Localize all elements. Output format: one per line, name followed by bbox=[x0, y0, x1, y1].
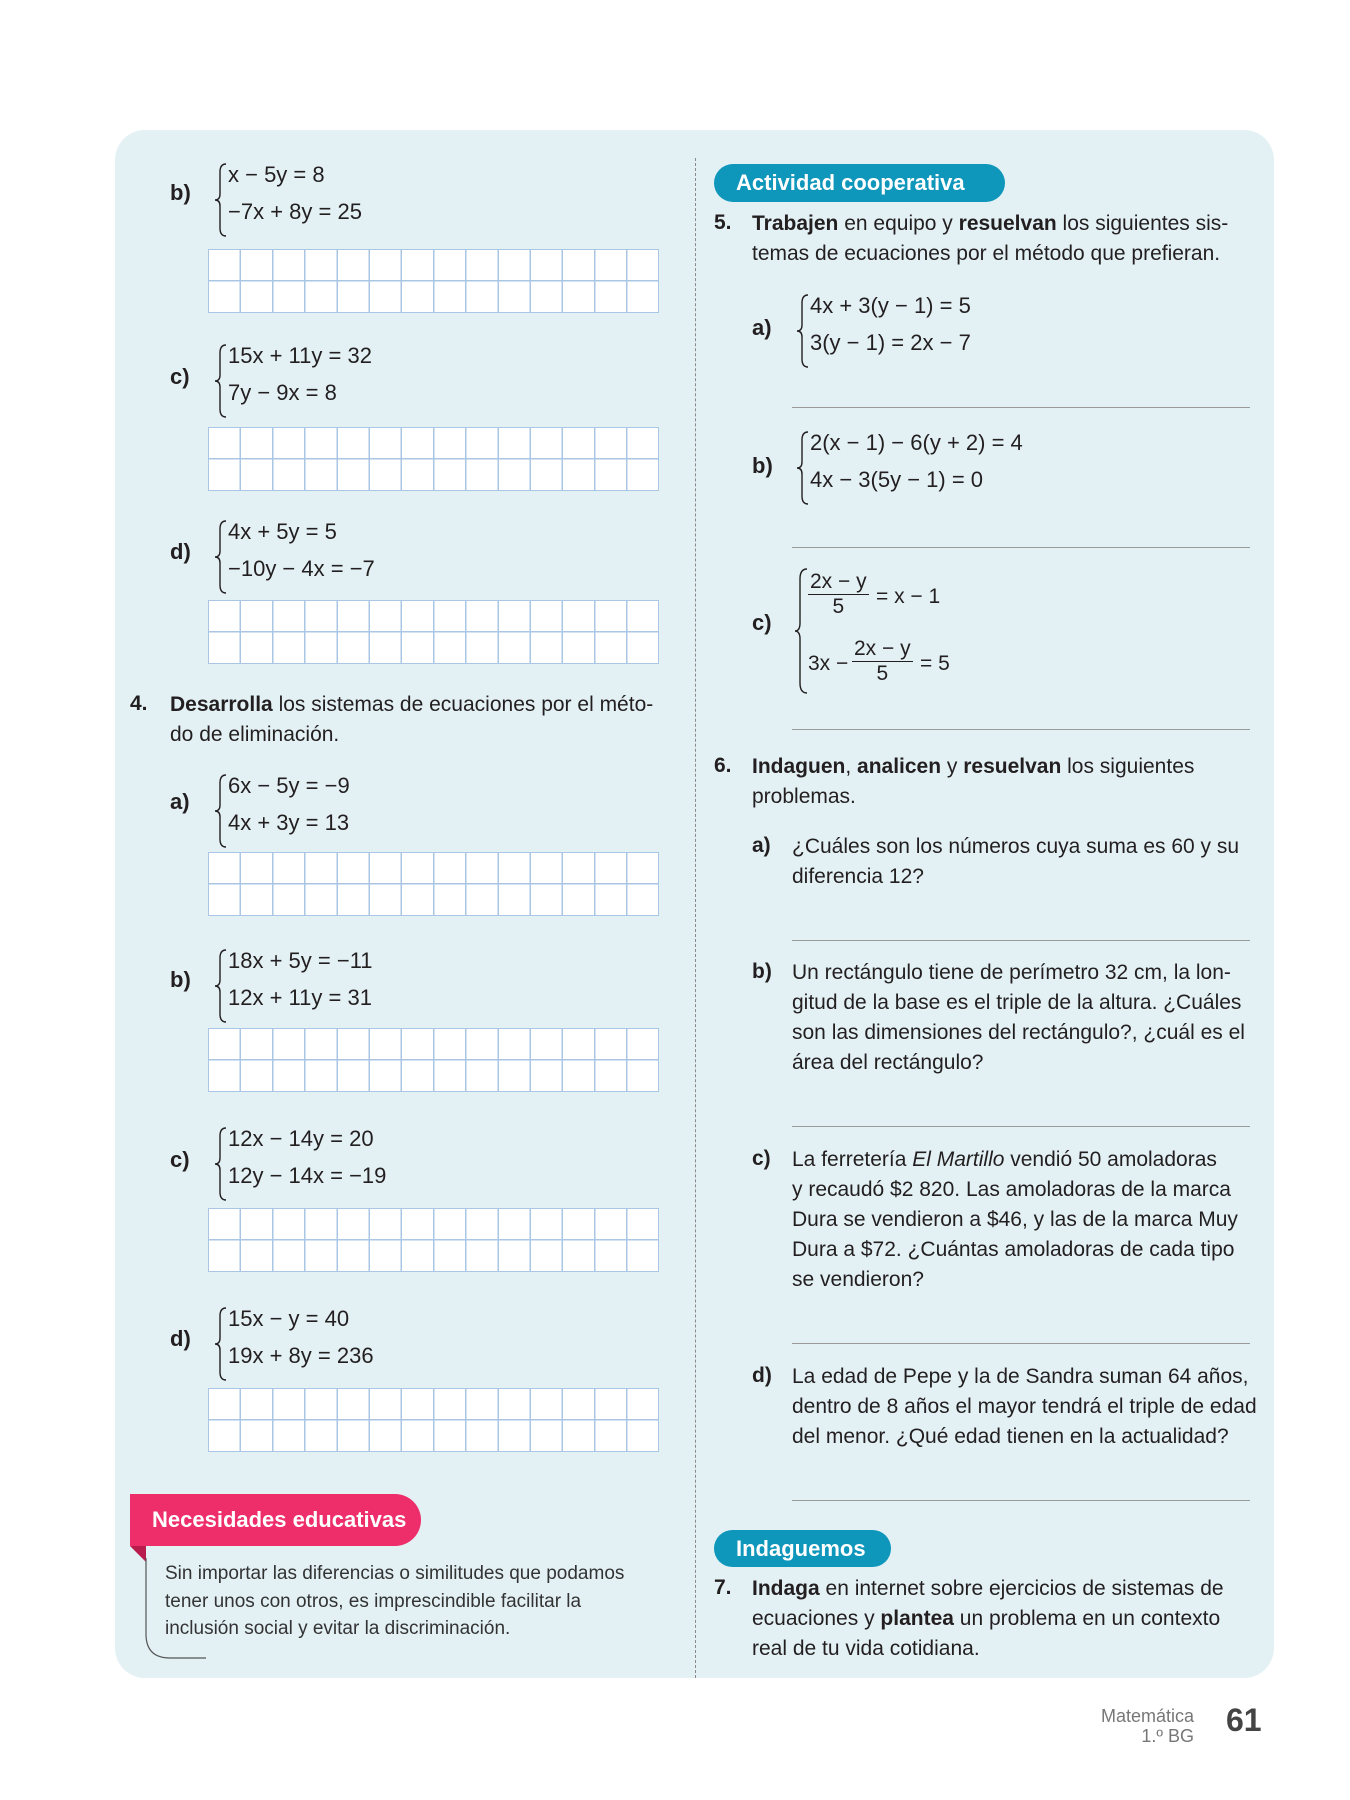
equation: 3(y − 1) = 2x − 7 bbox=[810, 330, 971, 355]
bold-text: analicen bbox=[857, 755, 942, 778]
text-segment: y bbox=[941, 755, 964, 778]
ex6-a-label: a) bbox=[752, 834, 771, 857]
ex5-b-label: b) bbox=[752, 453, 773, 478]
equation: 4x + 3y = 13 bbox=[228, 810, 350, 835]
brace-icon bbox=[214, 773, 228, 849]
text-line bbox=[165, 1588, 624, 1616]
text-segment: los siguientes bbox=[1061, 755, 1195, 778]
text-segment: dentro de 8 años el mayor tendrá el triple de edad bbox=[792, 1395, 1257, 1418]
ex3-d-label: d) bbox=[170, 539, 191, 564]
ex4-b-answer-grid[interactable] bbox=[208, 1028, 659, 1092]
equation: 15x − y = 40 bbox=[228, 1306, 350, 1331]
ex4-c-system bbox=[214, 1126, 534, 1204]
text-line bbox=[752, 239, 1228, 269]
ex5-c-fraction-2 bbox=[852, 637, 913, 686]
ex5-a-label: a) bbox=[752, 315, 772, 340]
text-segment: área del rectángulo? bbox=[792, 1051, 984, 1074]
ex7-number: 7. bbox=[714, 1576, 732, 1599]
bold-text: resuelvan bbox=[963, 755, 1062, 778]
ex5-c-eq2-rhs: = 5 bbox=[920, 652, 950, 675]
text-segment: El Martillo bbox=[912, 1148, 1005, 1171]
ex4-b-label: b) bbox=[170, 967, 191, 992]
text-line bbox=[752, 782, 1194, 812]
text-segment: los sistemas de ecuaciones por el méto- bbox=[272, 693, 654, 716]
page-number: 61 bbox=[1226, 1702, 1262, 1738]
ex6-b-answer-line[interactable] bbox=[792, 1126, 1250, 1127]
text-segment: del menor. ¿Qué edad tienen en la actualidad? bbox=[792, 1425, 1229, 1448]
ex4-a-answer-grid[interactable] bbox=[208, 852, 659, 916]
equation: 12x + 11y = 31 bbox=[228, 985, 372, 1010]
text-line bbox=[752, 1604, 1224, 1634]
brace-icon bbox=[214, 343, 228, 419]
ex3-c-system bbox=[214, 343, 534, 421]
text-line bbox=[792, 1265, 1238, 1295]
text-line bbox=[792, 832, 1239, 862]
equation: 15x + 11y = 32 bbox=[228, 343, 372, 368]
equation: 12x − 14y = 20 bbox=[228, 1126, 374, 1151]
text-line bbox=[752, 209, 1228, 239]
brace-icon bbox=[214, 1306, 228, 1382]
educational-needs-badge: Necesidades educativas bbox=[130, 1494, 421, 1546]
ex4-number: 4. bbox=[130, 692, 148, 715]
ex4-d-label: d) bbox=[170, 1326, 191, 1351]
fraction-numerator: 2x − y bbox=[854, 637, 911, 660]
footer-subject: Matemática bbox=[1100, 1706, 1194, 1726]
text-line bbox=[165, 1560, 624, 1588]
equation: −7x + 8y = 25 bbox=[228, 199, 362, 224]
equation: 6x − 5y = −9 bbox=[228, 773, 350, 798]
ex4-a-system bbox=[214, 773, 534, 851]
ex4-d-answer-grid[interactable] bbox=[208, 1388, 659, 1452]
equation: 2(x − 1) − 6(y + 2) = 4 bbox=[810, 430, 1023, 455]
ex4-b-system bbox=[214, 948, 534, 1026]
text-segment: real de tu vida cotidiana. bbox=[752, 1637, 980, 1660]
text-segment: ¿Cuáles son los números cuya suma es 60 y su bbox=[792, 835, 1240, 858]
ex5-c-fraction-1 bbox=[808, 570, 869, 619]
ex5-number: 5. bbox=[714, 211, 732, 234]
text-line bbox=[792, 1205, 1238, 1235]
brace-icon bbox=[214, 948, 228, 1024]
text-segment: los siguientes sis- bbox=[1056, 212, 1229, 235]
text-line bbox=[752, 1574, 1224, 1604]
fraction-numerator: 2x − y bbox=[810, 570, 867, 593]
equation: 7y − 9x = 8 bbox=[228, 380, 337, 405]
text-line bbox=[792, 1145, 1238, 1175]
brace-icon bbox=[214, 1126, 228, 1202]
ex6-d-label: d) bbox=[752, 1364, 772, 1387]
ex5-instruction bbox=[752, 209, 1228, 269]
text-segment: Un rectángulo tiene de perímetro 32 cm, la lon- bbox=[792, 961, 1231, 984]
ex4-instruction bbox=[170, 690, 653, 750]
ex6-d-text bbox=[792, 1362, 1257, 1452]
ex4-c-label: c) bbox=[170, 1147, 190, 1172]
cooperative-activity-badge: Actividad cooperativa bbox=[714, 164, 1005, 202]
text-segment: Dura a $72. ¿Cuántas amoladoras de cada tipo bbox=[792, 1238, 1235, 1261]
text-segment: en equipo y bbox=[838, 212, 959, 235]
text-segment: Sin importar las diferencias o similitudes que podamos bbox=[165, 1563, 625, 1584]
ex3-c-label: c) bbox=[170, 364, 190, 389]
text-line bbox=[792, 988, 1245, 1018]
inquiry-badge: Indaguemos bbox=[714, 1530, 891, 1567]
ex6-c-label: c) bbox=[752, 1147, 771, 1170]
educational-needs-text bbox=[165, 1560, 624, 1643]
ex3-d-answer-grid[interactable] bbox=[208, 600, 659, 664]
text-segment: Dura se vendieron a $46, y las de la marca Muy bbox=[792, 1208, 1238, 1231]
bold-text: resuelvan bbox=[958, 212, 1057, 235]
fraction-denominator: 5 bbox=[876, 662, 889, 685]
text-segment: La edad de Pepe y la de Sandra suman 64 años, bbox=[792, 1365, 1249, 1388]
footer-grade: 1.º BG bbox=[1141, 1726, 1194, 1746]
text-line bbox=[752, 752, 1194, 782]
text-segment: en internet sobre ejercicios de sistemas de bbox=[819, 1577, 1224, 1600]
text-segment: problemas. bbox=[752, 785, 856, 808]
ex3-d-system bbox=[214, 519, 534, 597]
equation: −10y − 4x = −7 bbox=[228, 556, 375, 581]
text-segment: La ferretería bbox=[792, 1148, 913, 1171]
text-segment: tener unos con otros, es imprescindible facilitar la bbox=[165, 1590, 582, 1612]
text-line bbox=[170, 720, 653, 750]
text-segment: son las dimensiones del rectángulo?, ¿cuál es el bbox=[792, 1021, 1245, 1044]
ex4-c-answer-grid[interactable] bbox=[208, 1208, 659, 1272]
equation: 4x + 5y = 5 bbox=[228, 519, 337, 544]
ex6-c-text bbox=[792, 1145, 1238, 1295]
text-line bbox=[792, 1018, 1245, 1048]
text-line bbox=[165, 1615, 624, 1643]
text-segment: , bbox=[845, 755, 858, 778]
ex6-b-text bbox=[792, 958, 1245, 1078]
ex5-b-system bbox=[796, 430, 1116, 508]
ex3-c-answer-grid[interactable] bbox=[208, 427, 659, 491]
text-line bbox=[792, 1362, 1257, 1392]
bold-text: Trabajen bbox=[752, 212, 839, 235]
brace-icon bbox=[796, 430, 810, 506]
equation: 4x + 3(y − 1) = 5 bbox=[810, 293, 971, 318]
ex5-a-system bbox=[796, 293, 1116, 371]
column-divider bbox=[695, 158, 696, 1678]
text-line bbox=[792, 1422, 1257, 1452]
text-line bbox=[170, 690, 653, 720]
text-segment: gitud de la base es el triple de la altura. ¿Cuáles bbox=[792, 991, 1242, 1014]
equation: 18x + 5y = −11 bbox=[228, 948, 373, 973]
equation: 12y − 14x = −19 bbox=[228, 1163, 387, 1188]
equation: 19x + 8y = 236 bbox=[228, 1343, 374, 1368]
text-segment: vendió 50 amoladoras bbox=[1004, 1148, 1217, 1171]
ex3-b-label: b) bbox=[170, 180, 191, 205]
bold-text: plantea bbox=[880, 1607, 954, 1630]
text-line bbox=[792, 862, 1239, 892]
ex5-c-answer-line[interactable] bbox=[792, 729, 1250, 730]
text-line bbox=[792, 1235, 1238, 1265]
ex5-c-eq2-lhs: 3x − bbox=[808, 652, 849, 675]
ex6-b-label: b) bbox=[752, 960, 772, 983]
text-segment: se vendieron? bbox=[792, 1268, 924, 1291]
brace-icon bbox=[214, 519, 228, 595]
ex6-number: 6. bbox=[714, 754, 732, 777]
footer-book bbox=[1101, 1706, 1194, 1746]
text-line bbox=[792, 1048, 1245, 1078]
ex4-d-system bbox=[214, 1306, 534, 1384]
fraction-denominator: 5 bbox=[832, 595, 845, 618]
ex6-c-answer-line[interactable] bbox=[792, 1343, 1250, 1344]
bold-text: Indaga bbox=[752, 1577, 820, 1600]
ex6-a-text bbox=[792, 832, 1239, 892]
ex3-b-system bbox=[214, 162, 534, 240]
ex6-a-answer-line[interactable] bbox=[792, 940, 1250, 941]
ex5-a-answer-line[interactable] bbox=[792, 407, 1250, 408]
ex5-c-eq1-rhs: = x − 1 bbox=[876, 585, 941, 608]
text-line bbox=[752, 1634, 1224, 1664]
text-segment: ecuaciones y bbox=[752, 1607, 881, 1630]
ex7-instruction bbox=[752, 1574, 1224, 1664]
bold-text: Desarrolla bbox=[170, 693, 273, 716]
text-line bbox=[792, 958, 1245, 988]
ex6-instruction bbox=[752, 752, 1194, 812]
brace-icon bbox=[214, 162, 228, 238]
text-segment: y recaudó $2 820. Las amoladoras de la marca bbox=[792, 1178, 1231, 1201]
ex3-b-answer-grid[interactable] bbox=[208, 249, 659, 313]
text-segment: do de eliminación. bbox=[170, 723, 340, 746]
text-segment: un problema en un contexto bbox=[953, 1607, 1221, 1630]
brace-icon bbox=[796, 293, 810, 369]
text-segment: temas de ecuaciones por el método que prefieran. bbox=[752, 242, 1221, 265]
text-segment: diferencia 12? bbox=[792, 865, 924, 888]
bold-text: Indaguen bbox=[752, 755, 846, 778]
text-segment: inclusión social y evitar la discriminación. bbox=[165, 1618, 511, 1639]
ex5-b-answer-line[interactable] bbox=[792, 547, 1250, 548]
ex4-a-label: a) bbox=[170, 789, 190, 814]
ex5-c-label: c) bbox=[752, 610, 772, 635]
ex6-d-answer-line[interactable] bbox=[792, 1500, 1250, 1501]
text-line bbox=[792, 1392, 1257, 1422]
equation: 4x − 3(5y − 1) = 0 bbox=[810, 467, 984, 492]
equation: x − 5y = 8 bbox=[228, 162, 325, 187]
text-line bbox=[792, 1175, 1238, 1205]
